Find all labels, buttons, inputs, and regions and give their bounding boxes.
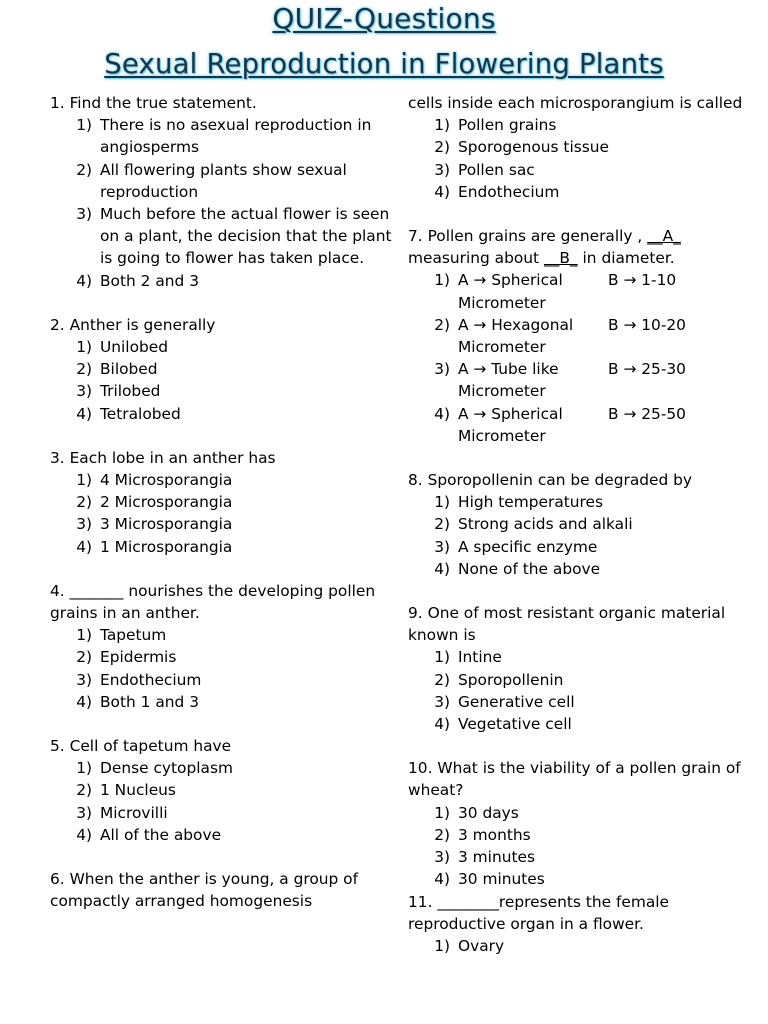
option-text [458, 314, 753, 358]
option-text [458, 358, 753, 402]
option-number: 3) [434, 160, 450, 179]
option-item [408, 358, 753, 402]
option-a: A → Hexagonal [458, 315, 574, 334]
option-text: All of the above [100, 825, 222, 844]
option-item [408, 403, 753, 447]
option-number: 3) [76, 670, 92, 689]
option-number: 2) [434, 515, 450, 534]
option-text: None of the above [458, 559, 601, 578]
options-list [50, 336, 395, 425]
question-stem: 10. What is the viability of a pollen grain of wheat? [408, 759, 741, 800]
option-number: 1) [434, 936, 450, 955]
option-number: 1) [76, 626, 92, 645]
option-item [408, 491, 753, 513]
option-text: Both 1 and 3 [100, 692, 199, 711]
option-text: 1 Nucleus [100, 781, 176, 800]
option-number: 3) [76, 515, 92, 534]
option-item [408, 713, 753, 735]
option-b: B → 10-20 [608, 315, 686, 334]
option-text [458, 403, 753, 447]
option-item [408, 136, 753, 158]
option-number: 3) [434, 537, 450, 556]
option-item [50, 646, 395, 668]
option-text: 30 minutes [458, 870, 545, 889]
options-list [50, 114, 395, 292]
option-item [408, 802, 753, 824]
option-item [50, 513, 395, 535]
question-8 [408, 469, 753, 580]
question-stem: 5. Cell of tapetum have [50, 737, 232, 756]
option-item [408, 314, 753, 358]
option-item [408, 868, 753, 890]
options-list [408, 802, 753, 891]
option-text: Unilobed [100, 338, 168, 357]
question-6 [50, 868, 395, 912]
option-text: Sporopollenin [458, 670, 564, 689]
question-2 [50, 314, 395, 425]
option-number: 2) [434, 315, 450, 334]
option-number: 1) [76, 116, 92, 135]
options-list [408, 114, 753, 203]
option-number: 3) [434, 848, 450, 867]
option-number: 2) [76, 648, 92, 667]
blank-b: __B_ [543, 249, 578, 268]
option-item [50, 536, 395, 558]
option-a: A → Spherical [458, 404, 563, 423]
page-subtitle: Sexual Reproduction in Flowering Plants [104, 48, 664, 80]
option-text: Tetralobed [100, 404, 181, 423]
option-item [50, 403, 395, 425]
option-item [50, 159, 395, 203]
option-item [408, 269, 753, 313]
option-number: 4) [434, 870, 450, 889]
question-stem: 6. When the anther is young, a group of compactly arranged homogenesis [50, 870, 359, 911]
option-number: 4) [434, 715, 450, 734]
option-item [50, 691, 395, 713]
option-number: 2) [76, 160, 92, 179]
option-item [408, 846, 753, 868]
option-item [50, 469, 395, 491]
option-item [50, 270, 395, 292]
option-number: 1) [434, 648, 450, 667]
option-number: 2) [76, 781, 92, 800]
question-4 [50, 580, 395, 713]
option-text: 30 days [458, 803, 519, 822]
question-stem: 1. Find the true statement. [50, 94, 257, 112]
option-item [408, 935, 753, 957]
question-stem: 2. Anther is generally [50, 315, 216, 334]
option-text: Sporogenous tissue [458, 138, 610, 157]
option-number: 1) [76, 471, 92, 490]
page-title: QUIZ-Questions [272, 2, 496, 35]
option-text: Microvilli [100, 803, 168, 822]
option-text: High temperatures [458, 493, 604, 512]
option-text: 3 months [458, 825, 531, 844]
option-item [50, 358, 395, 380]
option-item [408, 824, 753, 846]
option-text: Strong acids and alkali [458, 515, 633, 534]
option-text: Generative cell [458, 692, 575, 711]
option-item [50, 802, 395, 824]
blank-a: __A_ [647, 227, 681, 246]
option-number: 4) [76, 692, 92, 711]
option-number: 3) [76, 205, 92, 224]
option-number: 1) [434, 803, 450, 822]
option-text: Pollen grains [458, 116, 557, 135]
option-item [50, 203, 395, 270]
option-number: 1) [76, 338, 92, 357]
option-text: 3 Microsporangia [100, 515, 233, 534]
option-unit: Micrometer [458, 338, 546, 357]
right-questions [408, 469, 753, 957]
options-list [408, 491, 753, 580]
option-b: B → 1-10 [608, 271, 677, 290]
option-text: Dense cytoplasm [100, 759, 233, 778]
option-a: A → Tube like [458, 360, 559, 379]
option-number: 2) [76, 360, 92, 379]
question-6-continued [408, 92, 753, 203]
option-text: Bilobed [100, 360, 158, 379]
option-text: Vegetative cell [458, 715, 572, 734]
option-text: There is no asexual reproduction in angiosperms [100, 116, 372, 157]
option-text: Ovary [458, 936, 505, 955]
option-text: Epidermis [100, 648, 177, 667]
question-stem: 11. ________represents the female reproductive organ in a flower. [408, 892, 670, 933]
question-stem: 8. Sporopollenin can be degraded by [408, 471, 693, 490]
question-9 [408, 602, 753, 735]
option-unit: Micrometer [458, 293, 546, 312]
option-text: 2 Microsporangia [100, 493, 233, 512]
option-text: 1 Microsporangia [100, 537, 233, 556]
question-stem: 9. One of most resistant organic material known is [408, 604, 726, 645]
stem-text: 7. Pollen grains are generally , [408, 227, 648, 246]
option-number: 4) [434, 559, 450, 578]
option-text: Endothecium [458, 182, 560, 201]
option-item [50, 336, 395, 358]
stem-text: in diameter. [577, 249, 675, 268]
option-text: Intine [458, 648, 502, 667]
option-text: A specific enzyme [458, 537, 598, 556]
left-column [50, 92, 395, 913]
option-number: 2) [434, 825, 450, 844]
question-7 [408, 225, 753, 447]
options-list [50, 757, 395, 846]
option-item [408, 536, 753, 558]
option-number: 4) [76, 825, 92, 844]
option-text: 3 minutes [458, 848, 535, 867]
question-stem: 4. _______ nourishes the developing pollen grains in an anther. [50, 581, 376, 623]
option-item [50, 824, 395, 846]
option-number: 1) [76, 759, 92, 778]
question-3 [50, 447, 395, 558]
option-number: 3) [76, 382, 92, 401]
option-item [408, 159, 753, 181]
right-column [408, 92, 753, 957]
options-list [408, 646, 753, 735]
option-number: 4) [434, 182, 450, 201]
stem-text: measuring about [408, 249, 544, 268]
question-stem: cells inside each microsporangium is called [408, 94, 743, 112]
option-number: 2) [434, 670, 450, 689]
option-item [50, 491, 395, 513]
question-1 [50, 92, 395, 292]
question-stem [408, 225, 753, 269]
question-11 [408, 891, 753, 958]
option-text: Tapetum [100, 626, 167, 645]
option-text: Pollen sac [458, 160, 535, 179]
option-item [408, 691, 753, 713]
option-number: 1) [434, 493, 450, 512]
option-item [50, 624, 395, 646]
option-b: B → 25-30 [608, 360, 686, 379]
option-number: 1) [434, 271, 450, 290]
option-number: 3) [434, 360, 450, 379]
option-number: 2) [434, 138, 450, 157]
option-item [408, 669, 753, 691]
option-item [50, 669, 395, 691]
options-list [408, 935, 753, 957]
options-list [408, 269, 753, 447]
question-5 [50, 735, 395, 846]
option-unit: Micrometer [458, 426, 546, 445]
options-list [50, 624, 395, 713]
option-text [458, 269, 753, 313]
option-unit: Micrometer [458, 382, 546, 401]
option-number: 4) [76, 404, 92, 423]
option-item [408, 646, 753, 668]
option-item [408, 513, 753, 535]
option-a: A → Spherical [458, 271, 563, 290]
option-item [408, 558, 753, 580]
option-text: 4 Microsporangia [100, 471, 233, 490]
option-item [50, 757, 395, 779]
option-number: 3) [434, 692, 450, 711]
question-stem: 3. Each lobe in an anther has [50, 448, 276, 467]
option-text: Both 2 and 3 [100, 271, 199, 290]
option-number: 1) [434, 116, 450, 135]
option-item [50, 114, 395, 158]
option-b: B → 25-50 [608, 404, 686, 423]
option-number: 3) [76, 803, 92, 822]
option-number: 4) [76, 537, 92, 556]
option-number: 2) [76, 493, 92, 512]
option-text: Trilobed [100, 382, 161, 401]
option-item [50, 779, 395, 801]
options-list [50, 469, 395, 558]
option-item [408, 181, 753, 203]
option-item [408, 114, 753, 136]
option-text: All flowering plants show sexual reproduction [100, 160, 347, 201]
option-text: Endothecium [100, 670, 202, 689]
option-item [50, 380, 395, 402]
question-10 [408, 757, 753, 890]
option-number: 4) [76, 271, 92, 290]
option-number: 4) [434, 404, 450, 423]
option-text: Much before the actual flower is seen on a plant, the decision that the plant is going to flower has taken place. [100, 205, 392, 268]
